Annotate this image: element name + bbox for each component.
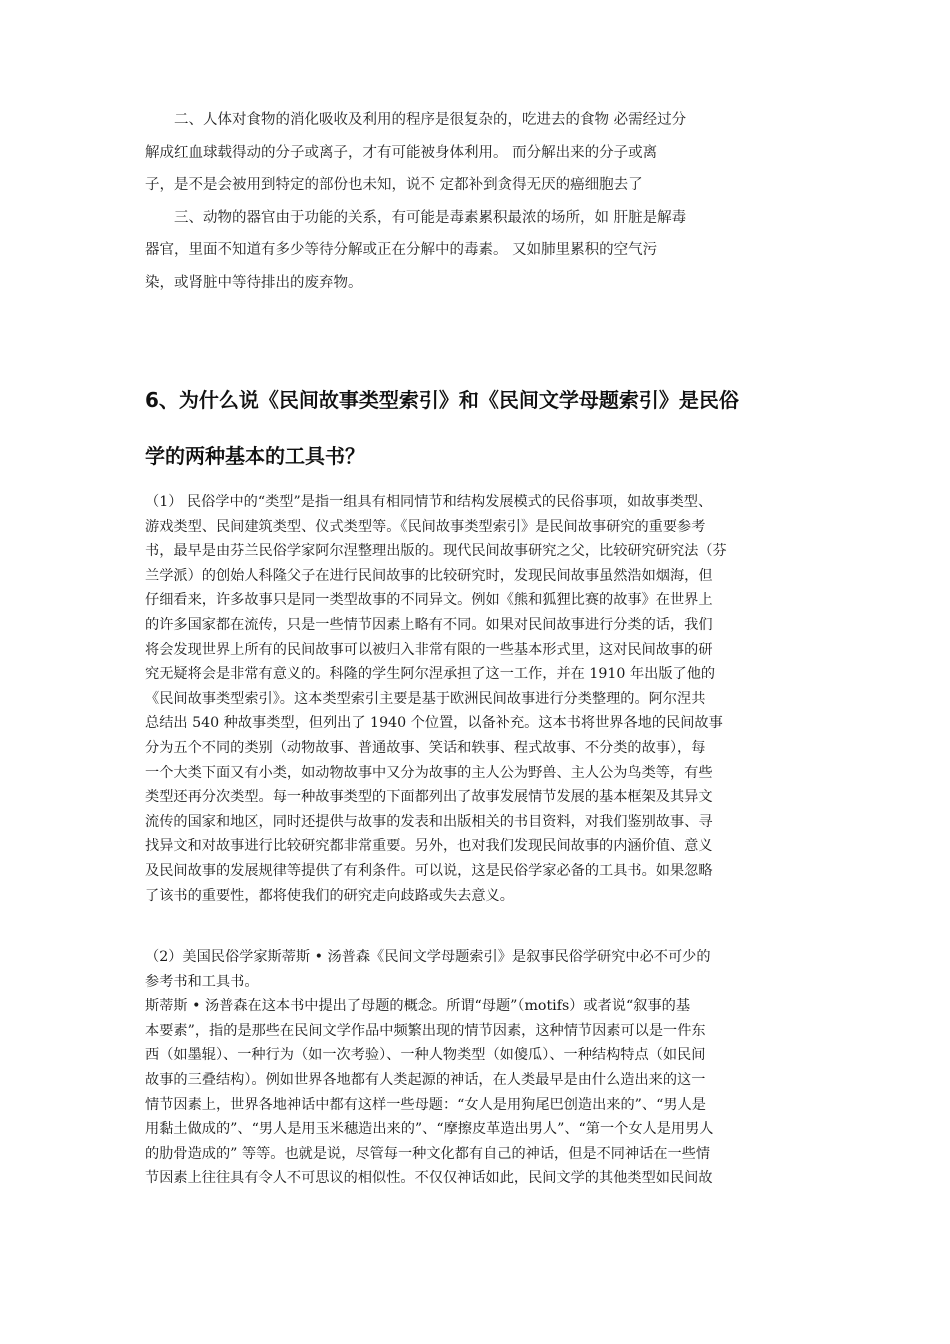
answer-paragraph-1 (145, 490, 815, 908)
paragraph-line: （1） 民俗学中的“类型”是指一组具有相同情节和结构发展模式的民俗事项，如故事类型、 (145, 494, 713, 510)
intro-line: 染，或肾脏中等待排出的废弃物。 (145, 274, 363, 291)
paragraph-line: 西（如墨辊）、一种行为（如一次考验）、一种人物类型（如傻瓜）、一种结构特点（如民间 (145, 1047, 706, 1064)
intro-text-block (145, 104, 785, 299)
paragraph-line: （2）美国民俗学家斯蒂斯 • 汤普森《民间文学母题索引》是叙事民俗学研究中必不可少的 (145, 949, 711, 965)
paragraph-line: 将会发现世界上所有的民间故事可以被归入非常有限的一些基本形式里，这对民间故事的研 (145, 641, 713, 658)
paragraph-line: 仔细看来，许多故事只是同一类型故事的不同异文。例如《熊和狐狸比赛的故事》在世界上 (145, 592, 713, 609)
paragraph-line: 的肋骨造成的” 等等。也就是说，尽管每一种文化都有自己的神话，但是不同神话在一些情 (145, 1145, 711, 1162)
paragraph-line: 书，最早是由芬兰民俗学家阿尔涅整理出版的。现代民间故事研究之父，比较研究研究法（芬 (145, 543, 727, 560)
paragraph-line: 究无疑将会是非常有意义的。科隆的学生阿尔涅承担了这一工作，并在 1910 年出版了他的 (145, 666, 716, 683)
paragraph-line: 游戏类型、民间建筑类型、仪式类型等。《民间故事类型索引》是民间故事研究的重要参考 (145, 518, 706, 535)
heading-line: 6、为什么说《民间故事类型索引》和《民间文学母题索引》是民俗 (145, 388, 739, 412)
paragraph-line: 类型还再分次类型。每一种故事类型的下面都列出了故事发展情节发展的基本框架及其异文 (145, 789, 713, 806)
intro-line: 二、人体对食物的消化吸收及利用的程序是很复杂的，吃进去的食物 必需经过分 (174, 112, 687, 128)
paragraph-line: 找异文和对故事进行比较研究都非常重要。另外，也对我们发现民间故事的内涵价值、意义 (145, 838, 713, 855)
paragraph-line: 分为五个不同的类别（动物故事、普通故事、笑话和轶事、程式故事、不分类的故事），每 (145, 739, 706, 756)
paragraph-line: 节因素上往往具有令人不可思议的相似性。不仅仅神话如此，民间文学的其他类型如民间故 (145, 1170, 713, 1187)
paragraph-line: 一个大类下面又有小类，如动物故事中又分为故事的主人公为野兽、主人公为鸟类等，有些 (145, 764, 713, 781)
paragraph-line: 斯蒂斯 • 汤普森在这本书中提出了母题的概念。所谓“母题”（motifs）或者说“叙事的基 (145, 998, 691, 1015)
intro-line: 子，是不是会被用到特定的部份也未知，说不 定都补到贪得无厌的癌细胞去了 (145, 177, 643, 193)
paragraph-line: 的许多国家都在流传，只是一些情节因素上略有不同。如果对民间故事进行分类的话，我们 (145, 616, 713, 633)
paragraph-line: 情节因素上，世界各地神话中都有这样一些母题：“女人是用狗尾巴创造出来的”、“男人是 (145, 1096, 706, 1113)
paragraph-line: 用黏土做成的”、“男人是用玉米穗造出来的”、“摩擦皮革造出男人”、“第一个女人是用男人 (145, 1121, 714, 1138)
intro-line: 器官，里面不知道有多少等待分解或正在分解中的毒素。 又如肺里累积的空气污 (145, 242, 658, 258)
paragraph-line: 参考书和工具书。 (145, 973, 259, 990)
paragraph-line: 兰学派）的创始人科隆父子在进行民间故事的比较研究时，发现民间故事虽然浩如烟海，但 (145, 567, 713, 584)
answer-paragraph-2 (145, 945, 815, 1191)
question-heading (145, 372, 815, 484)
paragraph-line: 故事的三叠结构）。例如世界各地都有人类起源的神话，在人类最早是由什么造出来的这一 (145, 1071, 706, 1088)
paragraph-line: 《民间故事类型索引》。这本类型索引主要是基于欧洲民间故事进行分类整理的。阿尔涅共 (145, 690, 706, 707)
intro-line: 三、动物的器官由于功能的关系，有可能是毒素累积最浓的场所，如 肝脏是解毒 (174, 209, 687, 226)
paragraph-line: 了该书的重要性，都将使我们的研究走向歧路或失去意义。 (145, 887, 514, 904)
paragraph-line: 及民间故事的发展规律等提供了有利条件。可以说，这是民俗学家必备的工具书。如果忽略 (145, 862, 713, 879)
paragraph-line: 本要素”，指的是那些在民间文学作品中频繁出现的情节因素，这种情节因素可以是一件东 (145, 1022, 706, 1039)
paragraph-line: 总结出 540 种故事类型，但列出了 1940 个位置，以备补充。这本书将世界各地的民间故事 (145, 715, 723, 732)
paragraph-line: 流传的国家和地区，同时还提供与故事的发表和出版相关的书目资料，对我们鉴别故事、寻 (145, 813, 713, 830)
intro-line: 解成红血球载得动的分子或离子，才有可能被身体利用。 而分解出来的分子或离 (145, 144, 658, 161)
heading-line: 学的两种基本的工具书？ (145, 444, 365, 468)
